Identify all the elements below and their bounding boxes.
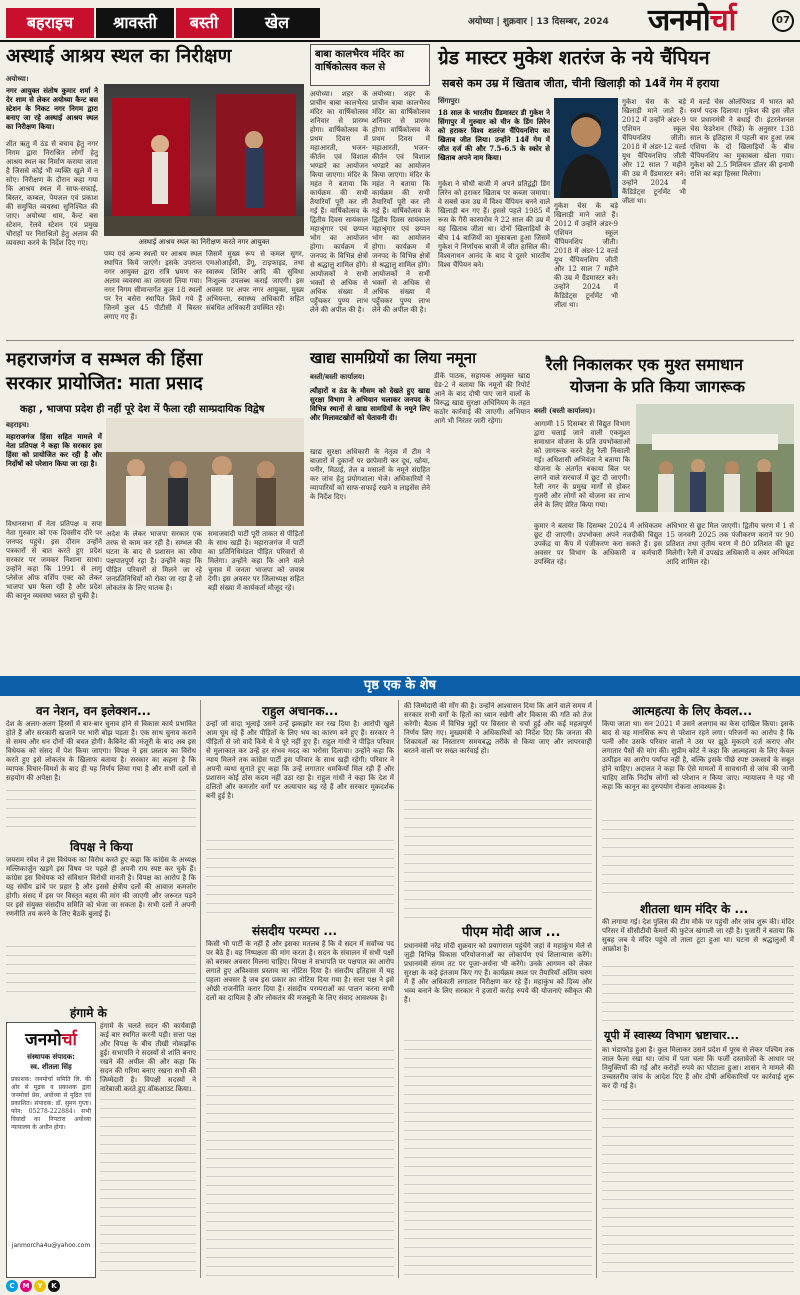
imprint-logo-a: जनमो (25, 1030, 62, 1050)
col1-text3: हंगामे के चलते सदन की कार्यवाही कई बार स्थगित करनी पड़ी। सत्ता पक्ष और विपक्ष के बीच तीखी नोकझोंक हुई। सभापति ने सदस्यों से शांति बनाए रखने की अपील की और कहा कि सदन की गरिमा बनाए रखना सभी की जिम्मेदारी है। विपक्षी सदस्यों ने नारेबाजी करते हुए वॉकआउट किया। (100, 1022, 196, 1093)
press-conference-photo-illustration (106, 418, 304, 526)
masthead-logo (648, 3, 736, 38)
player-photo-illustration (554, 98, 618, 198)
page-number: 07 (772, 10, 794, 32)
tab-basti[interactable]: बस्ती (176, 8, 232, 38)
story6-body1: आगामी 15 दिसम्बर से विद्युत विभाग द्वारा चलाई जाने वाली एकमुश्त समाधान योजना के प्रति उपभोक्ताओं को जागरूक करने हेतु रैली निकाली गई। अधिशासी अभियंता ने बताया कि योजना के अंतर्गत बकाया बिल पर लगने वाले सरचार्ज में छूट दी जाएगी। रैली नगर के प्रमुख मार्गों से होकर गुजरी और लोगों को योजना का लाभ लेने के लिए प्रेरित किया गया। (534, 420, 630, 509)
col1-text1-filler (6, 790, 196, 834)
story3-body1: गुकेश ने चौथी बाजी में अपने प्रतिद्वंद्वी डिंग लिरेन को हराकर खिताब पर कब्जा जमाया। वे सबसे कम उम्र में विश्व चैंपियन बनने वाले खिलाड़ी बन गए हैं। इससे पहले 1985 में रूस के गैरी कास्परोव ने 22 साल की उम्र में यह खिताब जीता था। दोनों खिलाड़ियों के बीच 14 बाजियों का मुकाबला हुआ जिसमें गुकेश ने निर्णायक बाजी में जीत हासिल की। विश्वनाथन आनंद के बाद वे दूसरे भारतीय विश्व चैंपियन बने। (438, 180, 550, 269)
story2-body-col2: अयोध्या। शहर के प्राचीन बाबा कालभैरव मंदिर का वार्षिकोत्सव शनिवार से प्रारम्भ होगा। वार्षिकोत्सव के प्रथम दिवस में महाआरती, भजन-कीर्तन एवं विशाल भण्डारे का आयोजन किया जाएगा। मंदिर के महंत ने बताया कि कार्यक्रम की सभी तैयारियाँ पूरी कर ली गई हैं। वार्षिकोत्सव के द्वितीय दिवस सायंकाल महाश्रृंगार एवं छप्पन भोग का आयोजन होगा। कार्यक्रम में जनपद के विभिन्न क्षेत्रों से श्रद्धालु शामिल होंगे। आयोजकों ने सभी भक्तों से अधिक से अधिक संख्या में पहुँचकर पुण्य लाभ लेने की अपील की है। (372, 90, 430, 314)
story3-lead: 18 साल के भारतीय ग्रैंडमास्टर डी गुकेश ने सिंगापुर में गुरुवार को चीन के डिंग लिरेन को हराकर विश्व शतरंज चैंपियनशिप का खिताब जीत लिया। उन्होंने 14वें गेम में जीत दर्ज की और 7.5-6.5 के स्कोर से खिताब अपने नाम किया। (438, 108, 550, 162)
story3-photo (554, 98, 618, 198)
col1-heading2: विपक्ष ने किया (70, 840, 133, 854)
tab-khel[interactable]: खेल (234, 8, 320, 38)
logo-part-b: र्चा (709, 3, 736, 38)
imprint-logo (7, 1023, 95, 1050)
continued-section-band: पृष्ठ एक के शेष (0, 676, 800, 696)
story5-body2: डीके पाठक, सहायक आयुक्त खाद्य ग्रेड-2 ने बताया कि नमूनों की रिपोर्ट आने के बाद दोषी पाए जाने वालों के विरुद्ध खाद्य सुरक्षा अधिनियम के तहत कठोर कार्रवाई की जाएगी। अभियान आगे भी निरंतर जारी रहेगा। (434, 372, 530, 425)
inspection-photo-illustration (104, 84, 304, 236)
story1-headline: अस्थाई आश्रय स्थल का निरीक्षण (6, 45, 232, 67)
story6-headline-1: रैली निकालकर एक मुश्त समाधान (546, 355, 743, 374)
story4-subhead: कहा , भाजपा प्रदेश ही नहीं पूरे देश में फैला रही साम्प्रदायिक विद्वेष (20, 404, 265, 415)
col1-heading1: वन नेशन, वन इलेक्शन... (36, 704, 151, 718)
story3-body2b: गुकेश चेस के बड़े खिलाड़ी माने जाते हैं। 2012 में उन्होंने अंडर-9 एशियन स्कूल चैंपियनशिप जीती। 2018 में अंडर-12 वर्ल्ड यूथ चैंपियनशिप जीती और 12 साल 7 महीने की उम्र में ग्रैंडमास्टर बने। उन्होंने 2024 में कैंडिडेट्स टूर्नामेंट भी जीता था। (622, 98, 686, 205)
story1-body2: पम्प एवं अन्य स्थलों पर आश्रय स्थल स्थापित किये जाएंगे। इसके उपरान्त नगर आयुक्त द्वारा रात्रि भ्रमण कर अलाव व्यवस्था का जायजा लिया गया। नगर निगम सीमान्तर्गत कुल 18 स्थलों पर रैन बसेरा स्थापित किये गये हैं जिनमें कुल 45 पीटीसी में बिस्तर लगाए गए हैं। (104, 250, 202, 321)
story4-body3: समाजवादी पार्टी पूरी ताकत से पीड़ितों के साथ खड़ी है। महाराजगंज में पार्टी का प्रतिनिधिमंडल पीड़ित परिवारों से मिलेगा। उन्होंने कहा कि आने वाले चुनाव में जनता भाजपा को जवाब देगी। इस अवसर पर जिलाध्यक्ष सहित बड़ी संख्या में कार्यकर्ता मौजूद रहे। (208, 530, 304, 592)
logo-part-a: जनमो (648, 3, 710, 38)
story6-dateline: बस्ती (बस्ती कार्यालय)। (534, 406, 596, 415)
story6-headline-2: योजना के प्रति किया जागरूक (570, 377, 745, 396)
story1-caption: अस्थाई आश्रय स्थल का निरीक्षण करते नगर आयुक्त (138, 238, 270, 246)
rally-photo-illustration (636, 404, 794, 512)
story1-photo (104, 84, 304, 236)
imprint-body: प्रकाशक: जनमोर्चा समिति लि. की ओर से मुद्रक व प्रकाशक द्वारा जनमोर्चा प्रेस, अयोध्या से मुद्रित एवं प्रकाशित। संपादक: डॉ. सुमन गुप्ता। फोन: 05278-222884। सभी विवादों का निपटारा अयोध्या न्यायालय के अधीन होगा। (11, 1076, 91, 1131)
col4-text1: किया जाता था। सन 2021 में उसने अलगाव का केस दाखिल किया। इसके बाद से वह मानसिक रूप से परेशान रहने लगा। परिजनों का आरोप है कि पत्नी और उसके परिवार वालों ने उस पर झूठे मुकदमे दर्ज कराए और लगातार पैसों की मांग की। सुप्रीम कोर्ट ने कहा कि आत्महत्या के लिए केवल उत्पीड़न का आरोप पर्याप्त नहीं है, बल्कि इसके पीछे स्पष्ट उकसावे के सबूत होने चाहिए। अदालत ने कहा कि ऐसे मामलों में सावधानी से जांच की जानी चाहिए ताकि निर्दोष लोगों को परेशान न किया जाए। न्यायालय ने यह भी कहा कि कानून का दुरुपयोग रोकना आवश्यक है। (602, 720, 794, 791)
col2-text1: उन्हों जो वादा भूलाई उसने उन्हें झकझोर कर रख दिया है। आरोपी खुले आम घूम रहे हैं और पीड़ितों के लिए भय का कारण बने हुए हैं। सरकार ने पीड़ितों से जो वादे किये थे वे पूरे नहीं हुए हैं। राहुल गांधी ने पीड़ित परिवार से मुलाकात कर उन्हें हर संभव मदद का भरोसा दिलाया। उन्होंने कहा कि न्याय मिलने तक कांग्रेस पार्टी इस परिवार के साथ खड़ी रहेगी। परिवार ने अपनी व्यथा सुनाते हुए कहा कि उन्हें लगातार धमकियाँ मिल रही हैं और प्रशासन कोई ठोस कदम नहीं उठा रहा है। राहुल गांधी ने कहा कि देश में दलितों और कमजोर वर्गों पर अत्याचार बढ़ रहे हैं और सरकार मूकदर्शक बनी हुई है। (206, 720, 394, 800)
imprint-email[interactable]: janmorcha4u@yahoo.com (11, 1242, 91, 1249)
story3-body2: गुकेश चेस के बड़े खिलाड़ी माने जाते हैं। 2012 में उन्होंने अंडर-9 एशियन स्कूल चैंपियनशिप जीती। 2018 में अंडर-12 वर्ल्ड यूथ चैंपियनशिप जीती और 12 साल 7 महीने की उम्र में ग्रैंडमास्टर बने। उन्होंने 2024 में कैंडिडेट्स टूर्नामेंट भी जीता था। (554, 202, 618, 309)
story4-headline-2: सरकार प्रायोजित: माता प्रसाद (6, 373, 203, 394)
story1-body1: शीत ऋतु में ठंड से बचाव हेतु नगर निगम द्वारा निराश्रित लोगों हेतु आश्रय स्थल का निर्माण कराया जाता है जिससे कोई भी व्यक्ति खुले में न सोए। निरीक्षण के दौरान कहा गया कि आश्रय स्थल में साफ-सफाई, बिस्तर, कम्बल, पेयजल एवं प्रकाश की समुचित व्यवस्था सुनिश्चित की जाए। अयोध्या धाम, कैन्ट बस स्टेशन, रेलवे स्टेशन एवं प्रमुख चौराहों पर निराश्रितों हेतु अलाव की व्यवस्था करने के निर्देश दिए गए। (6, 140, 98, 247)
header-rule (0, 40, 800, 42)
story2-headline-box (310, 44, 430, 86)
col4-heading1: आत्महत्या के लिए केवल... (632, 704, 753, 718)
story4-dateline: बहराइच। (6, 420, 29, 429)
story6-photo (636, 404, 794, 512)
col2-heading1: राहुल अचानक... (262, 704, 339, 718)
col1-text2: जयराम रमेश ने इस विधेयक का विरोध करते हुए कहा कि कांग्रेस के अध्यक्ष मल्लिकार्जुन खड़गे इस विषय पर पहले ही अपनी राय स्पष्ट कर चुके हैं। कांग्रेस इस विधेयक को संविधान विरोधी मानती है। विपक्ष का आरोप है कि यह संघीय ढांचे पर प्रहार है और इससे क्षेत्रीय दलों की आवाज कमजोर होगी। संसद में इस पर विस्तृत बहस की मांग की जाएगी और जरूरत पड़ने पर इसे संयुक्त संसदीय समिति को भेजा जा सकता है। सभी दलों ने अपनी रणनीति तय करने के लिए बैठकें बुलाई हैं। (6, 856, 196, 918)
story5-body1: खाद्य सुरक्षा अधिकारी के नेतृत्व में टीम ने बाजारों में दुकानों पर छापेमारी कर दूध, खोया, पनीर, मिठाई, तेल व मसालों के नमूने संग्रहित कर जांच हेतु प्रयोगशाला भेजे। अधिकारियों ने व्यापारियों को साफ-सफाई रखने व लाइसेंस लेने के निर्देश दिए। (310, 448, 430, 501)
story6-body3: अधिभार से छूट मिल जाएगी। द्वितीय चरण में 1 से 15 जनवरी 2025 तक पंजीकरण कराने पर 90 प्रतिशत तथा तृतीय चरण में 80 प्रतिशत की छूट मिलेगी। रैली में उपखंड अधिकारी व अवर अभियंता आदि शामिल रहे। (666, 522, 794, 566)
story2-body-col1: अयोध्या। शहर के प्राचीन बाबा कालभैरव मंदिर का वार्षिकोत्सव शनिवार से प्रारम्भ होगा। वार्षिकोत्सव के प्रथम दिवस में महाआरती, भजन-कीर्तन एवं विशाल भण्डारे का आयोजन किया जाएगा। मंदिर के महंत ने बताया कि कार्यक्रम की सभी तैयारियाँ पूरी कर ली गई हैं। वार्षिकोत्सव के द्वितीय दिवस सायंकाल महाश्रृंगार एवं छप्पन भोग का आयोजन होगा। कार्यक्रम में जनपद के विभिन्न क्षेत्रों से श्रद्धालु शामिल होंगे। आयोजकों ने सभी भक्तों से अधिक से अधिक संख्या में पहुँचकर पुण्य लाभ लेने की अपील की है। (310, 90, 368, 314)
story2-headline: बाबा कालभैरव मंदिर का वार्षिकोत्सव कल से (315, 49, 405, 73)
story5-dateline: बस्ती/बस्ती कार्यालय। (310, 372, 365, 381)
col-divider-3 (596, 700, 597, 1278)
col2-text2-filler (206, 1050, 394, 1278)
story1-lead: नगर आयुक्त संतोष कुमार शर्मा ने देर शाम से लेकर अयोध्या कैन्ट बस स्टेशन के निकट नगर निगम द्वारा बनाए जा रहे अस्थाई आश्रय स्थल का निरीक्षण किया। (6, 86, 98, 131)
cmyk-cyan-marker: C (6, 1280, 18, 1292)
story3-subhead: सबसे कम उम्र में खिताब जीता, चीनी खिलाड़ी को 14वें गेम में हराया (442, 77, 720, 90)
cmyk-magenta-marker: M (20, 1280, 32, 1292)
col3-text1-filler (404, 800, 592, 918)
cmyk-yellow-marker: Y (34, 1280, 46, 1292)
story6-body2: कुमार ने बताया कि दिसम्बर 2024 में अधिकतम छूट दी जाएगी। उपभोक्ता अपने नजदीकी विद्युत उपकेंद्र या कैंप में पंजीकरण करा सकते हैं। इस अवसर पर विभाग के अधिकारी व कर्मचारी उपस्थित रहे। (534, 522, 662, 566)
tab-bahraich[interactable]: बहराइच (6, 8, 94, 38)
col3-text2-filler (404, 1040, 592, 1278)
tab-shravasti[interactable]: श्रावस्ती (96, 8, 174, 38)
story4-photo (106, 418, 304, 526)
col4-heading3: यूपी में स्वास्थ्य विभाग भ्रष्टाचार... (604, 1029, 739, 1042)
story4-headline-1: महराजगंज व सम्भल की हिंसा (6, 349, 203, 370)
imprint-line2: स्व. शीतला सिंह (30, 1063, 72, 1071)
col4-text3: का भंडाफोड़ हुआ है। कुल मिलाकर उसने प्रदेश में पूरब से लेकर पश्चिम तक जाल फैला रखा था। जांच में पता चला कि फर्जी दस्तावेजों के आधार पर नियुक्तियाँ की गईं और करोड़ों रुपये का घोटाला हुआ। शासन ने मामले की उच्चस्तरीय जांच के आदेश दिए हैं और दोषी अधिकारियों पर कार्रवाई शुरू कर दी गई है। (602, 1046, 794, 1090)
col4-text3-filler (602, 1100, 794, 1278)
col2-text1-filler (206, 840, 394, 918)
col2-heading2: संसदीय परम्परा ... (252, 924, 338, 938)
imprint-logo-b: र्चा (61, 1030, 77, 1050)
col3-text1: की जिम्मेदारी की माँग की है। उन्होंने आश्वासन दिया कि आने वाले समय में सरकार सभी वर्गों के हितों का ध्यान रखेगी और विकास की गति को तेज करेगी। बैठक में विभिन्न मुद्दों पर विस्तार से चर्चा हुई और कई महत्वपूर्ण निर्णय लिए गए। मुख्यमंत्री ने अधिकारियों को निर्देश दिए कि जनता की शिकायतों का निस्तारण समयबद्ध तरीके से किया जाए और लापरवाही बरतने वालों पर सख्त कार्रवाई हो। (404, 702, 592, 755)
col-divider-1 (200, 700, 201, 1278)
story5-lead: त्यौहारों व ठंड के मौसम को देखते हुए खाद्य सुरक्षा विभाग ने अभियान चलाकर जनपद के विभिन्न स्थानों से खाद्य सामग्रियों के नमूने लिए और मिलावटखोरों को चेतावनी दी। (310, 386, 430, 422)
upper-divider (6, 340, 794, 341)
dateline: अयोध्या | शुक्रवार | 13 दिसम्बर, 2024 (468, 17, 609, 27)
col4-text2-filler (602, 966, 794, 1022)
col4-text1-filler (602, 820, 794, 896)
story3-dateline: सिंगापुर। (438, 96, 460, 105)
story1-dateline: अयोध्या। (6, 74, 29, 83)
story4-body1: विधानसभा में नेता प्रतिपक्ष व सपा नेता गुरुवार को एक दिवसीय दौरे पर जनपद पहुंचे। इस दौरान उन्होंने पत्रकारों से बात करते हुए प्रदेश सरकार पर जमकर निशाना साधा। उन्होंने कहा कि 1991 से लागू प्लेसेज ऑफ वर्शिप एक्ट को लेकर भाजपा भ्रम फैला रही है और प्रदेश की कानून व्यवस्था ध्वस्त हो चुकी है। (6, 520, 102, 600)
story4-body2: अदेश के लेकर भाजपा सरकार एक तरफ से काम कर रही है। सम्भल की घटना के बाद से प्रशासन का रवैया पक्षपातपूर्ण रहा है। उन्होंने कहा कि पीड़ित परिवारों से मिलने जा रहे जनप्रतिनिधियों को रोका जा रहा है जो लोकतंत्र के लिए घातक है। (106, 530, 202, 592)
col3-heading1: पीएम मोदी आज ... (462, 925, 561, 940)
col-divider-2 (398, 700, 399, 1278)
col1-heading3: हंगामे के (70, 1006, 107, 1020)
imprint-box (6, 1022, 96, 1278)
col3-text2: प्रधानमंत्री नरेंद्र मोदी शुक्रवार को प्रयागराज पहुंचेंगे जहां वे महाकुंभ मेले से जुड़ी विभिन्न विकास परियोजनाओं का लोकार्पण एवं शिलान्यास करेंगे। प्रधानमंत्री संगम तट पर पूजा-अर्चना भी करेंगे। उनके आगमन को लेकर सुरक्षा के कड़े इंतजाम किए गए हैं। कार्यक्रम स्थल पर तैयारियाँ अंतिम चरण में हैं और अधिकारी लगातार निरीक्षण कर रहे हैं। महाकुंभ को दिव्य और भव्य बनाने के लिए सरकार ने हजारों करोड़ रुपये की योजनाएं स्वीकृत की हैं। (404, 942, 592, 1004)
story3-body3: में वर्ल्ड चेस ओलंपियाड में भारत को स्वर्ण पदक दिलाया। गुकेश की इस जीत पर प्रधानमंत्री ने बधाई दी। इंटरनेशनल चेस फेडरेशन (फिडे) के अनुसार 138 साल के इतिहास में पहली बार हुआ जब एशिया के दो खिलाड़ियों के बीच चैंपियनशिप का मुकाबला खेला गया। गुकेश को 2.5 मिलियन डॉलर की इनामी राशि का बड़ा हिस्सा मिलेगा। (690, 98, 794, 178)
story4-lead: महाराजगंज हिंसा सहित मामले में नेता प्रतिपक्ष ने कहा कि सरकार इस हिंसा को प्रायोजित कर रही है और निर्दोषों को परेशान किया जा रहा है। (6, 432, 102, 468)
col4-heading2: शीतला धाम मंदिर के ... (640, 902, 749, 916)
story3-headline: ग्रेड मास्टर मुकेश शतरंज के नये चैंपियन (438, 47, 710, 69)
col1-text2-filler (6, 946, 196, 1000)
story1-body3: जिसमें मुख्य रूप से कमल सुगर, एमओआईसी, डेंगू, टाइफाइड, तथा स्वास्थ्य शिविर आदि की सुविधा निःशुल्क उपलब्ध कराई जाएगी। इस अवसर पर अपर नगर आयुक्त, मुख्य अभियन्ता, स्वास्थ्य अधिकारी सहित संबंधित अधिकारी उपस्थित रहे। (206, 250, 304, 312)
col1-text3-filler (100, 1090, 196, 1278)
story5-headline: खाद्य सामग्रियों का लिया नमूना (310, 349, 476, 367)
col4-text2: की लगाया गई। देश पुलिस की टीम मौके पर पहुंची और जांच शुरू की। मंदिर परिसर में सीसीटीवी कैमरों की फुटेज खंगाली जा रही है। पुजारी ने बताया कि सुबह जब वे मंदिर पहुंचे तो ताला टूटा हुआ था। घटना से श्रद्धालुओं में आक्रोश है। (602, 918, 794, 953)
col2-text2: किसी भी पार्टी के नहीं हैं और इसका मतलब है कि वे सदन में सर्वोच्च पद पर बैठे हैं। यह निष्पक्षता की मांग करता है। सदन के संचालन में सभी पक्षों को बराबर अवसर मिलना चाहिए। विपक्ष ने सभापति पर पक्षपात का आरोप लगाते हुए अविश्वास प्रस्ताव का नोटिस दिया है। संसदीय इतिहास में यह पहला अवसर है जब इस प्रकार का नोटिस दिया गया है। सत्ता पक्ष ने इसे ओछी राजनीति करार दिया है। संसदीय परम्पराओं का पालन करना सभी दलों का दायित्व है और लोकतंत्र की मजबूती के लिए संवाद आवश्यक है। (206, 940, 394, 1002)
cmyk-black-marker: K (48, 1280, 60, 1292)
imprint-line1: संस्थापक संपादक: (27, 1053, 75, 1061)
col1-text1: देश के अलग-अलग हिस्सों में बार-बार चुनाव होने से विकास कार्य प्रभावित होते हैं और सरकारी खजाने पर भारी बोझ पड़ता है। एक साथ चुनाव कराने से समय और धन दोनों की बचत होगी। कैबिनेट की मंजूरी के बाद अब इस विधेयक को संसद में पेश किया जाएगा। विपक्ष ने इस प्रस्ताव का विरोध करते हुए इसे लोकतंत्र के खिलाफ बताया है। सरकार का कहना है कि व्यापक विचार-विमर्श के बाद ही यह निर्णय लिया गया है और सभी दलों से सहयोग की अपेक्षा है। (6, 720, 196, 782)
